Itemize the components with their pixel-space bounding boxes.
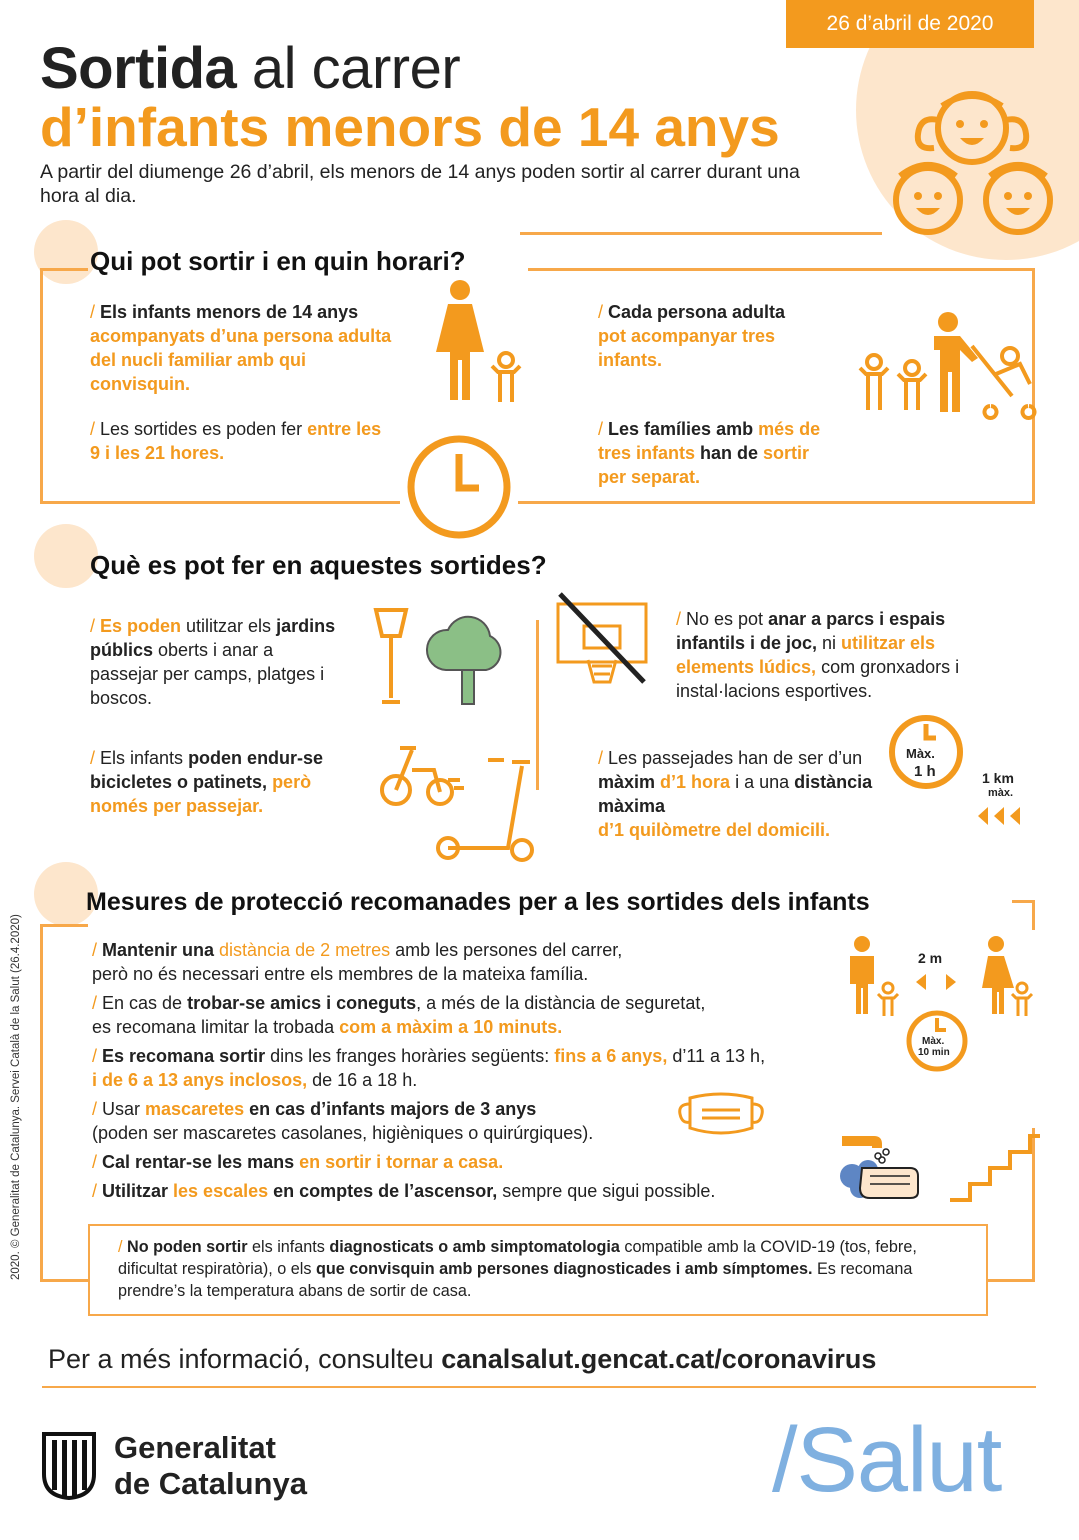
title-rest: al carrer	[236, 36, 461, 101]
s2-item-walks: / Les passejades han de ser d’un màxim d’1 hora i a una distància màxima d’1 quilòmetre del domicili.	[598, 748, 873, 840]
ten-minute-label-2: 10 min	[918, 1047, 950, 1058]
measure-friends: / En cas de trobar-se amics i coneguts, a més de la distància de seguretat, es recomana limitar la trobada com a màxim a 10 minuts.	[92, 993, 706, 1037]
ten-minute-label-1: Màx.	[922, 1036, 945, 1047]
section2-title: Què es pot fer en aquestes sortides?	[90, 550, 547, 580]
max-hour-label-1: Màx.	[906, 746, 935, 761]
bike-scooter-icon	[376, 740, 546, 870]
covid-warning-text: / No poden sortir els infants diagnosticats o amb simptomatologia compatible amb la COVID-19 (tos, febre, dificultat respiratòria), o els que convisquin amb persones diagnosticades i amb símptomes. Es recomana prendre’s la temperatura abans de sortir de casa.	[118, 1238, 917, 1300]
section3-bottom-left	[40, 1279, 88, 1282]
measure-time-slots: / Es recomana sortir dins les franges horàries següents: fins a 6 anys, d’11 a 13 h, i de 6 a 13 anys inclosos, de 16 a 18 h.	[92, 1046, 766, 1090]
section1-top-rule	[520, 232, 882, 235]
distance-label-1: 1 km	[982, 770, 1014, 786]
stairs-icon	[948, 1128, 1040, 1204]
section3-left-rule	[40, 924, 43, 1282]
more-info-rule	[42, 1386, 1036, 1388]
s2-item-parks: / No es pot anar a parcs i espais infantils i de joc, ni utilitzar els elements lúdics, com gronxadors i instal·lacions esportives.	[676, 609, 960, 701]
section1-title: Qui pot sortir i en quin horari?	[90, 246, 466, 276]
s2-item-gardens: / Es poden utilitzar els jardins públics oberts i anar a passejar per camps, platges i boscos.	[90, 616, 336, 708]
hand-washing-icon	[838, 1122, 922, 1202]
s1-item-hours: / Les sortides es poden fer entre les 9 i les 21 hores.	[90, 419, 382, 463]
section3-bottom-right	[986, 1279, 1035, 1282]
s1-item-children: / Els infants menors de 14 anys acompanyats d’una persona adulta del nucli familiar amb qui convisquin.	[90, 302, 392, 394]
mask-icon	[676, 1088, 766, 1138]
two-metre-distance-icon	[844, 936, 1040, 1018]
section3-right-rule	[1032, 900, 1035, 930]
generalitat-logo-icon	[40, 1430, 98, 1500]
measure-distance: / Mantenir una distància de 2 metres amb les persones del carrer, però no és necessari entre els membres de la mateixa família.	[92, 940, 623, 984]
s1-item-families: / Les famílies amb més de tres infants han de sortir per separat.	[598, 419, 821, 487]
s2-item-bikes: / Els infants poden endur-se bicicletes o patinets, però només per passejar.	[90, 748, 324, 816]
children-faces-icon	[880, 80, 1050, 250]
distance-arrows-icon	[976, 806, 1026, 826]
section3-title: Mesures de protecció recomanades per a les sortides dels infants	[86, 888, 870, 916]
date-badge: 26 d’abril de 2020	[786, 0, 1034, 48]
section3-left-top	[40, 924, 88, 927]
section1-bottom-right	[518, 501, 1035, 504]
section1-right-top	[528, 268, 1035, 271]
max-hour-label-2: 1 h	[914, 763, 936, 780]
measure-masks: / Usar mascaretes en cas d’infants majors de 3 anys (poden ser mascaretes casolanes, higièniques o quirúrgiques).	[92, 1099, 594, 1143]
measure-wash-hands: / Cal rentar-se les mans en sortir i tornar a casa.	[92, 1152, 504, 1172]
basketball-hoop-crossed-icon	[552, 590, 652, 690]
lamp-tree-icon	[368, 602, 508, 712]
page-title-line2: d’infants menors de 14 anys	[40, 96, 780, 158]
intro-text: A partir del diumenge 26 d’abril, els menors de 14 anys poden sortir al carrer durant una hora al dia.	[40, 161, 800, 207]
salut-logo: /Salut	[772, 1409, 1002, 1511]
page-title-line1	[40, 38, 460, 100]
more-info: Per a més informació, consulteu canalsalut.gencat.cat/coronavirus	[48, 1344, 877, 1374]
section1-bottom-left	[40, 501, 400, 504]
title-bold-word: Sortida	[40, 36, 237, 101]
two-metre-label: 2 m	[918, 950, 943, 966]
section1-left-top	[40, 268, 88, 271]
vertical-credit: 2020. © Generalitat de Catalunya. Servei Català de la Salut (26.4.2020)	[10, 914, 22, 1280]
more-info-link[interactable]: canalsalut.gencat.cat/coronavirus	[441, 1344, 877, 1374]
generalitat-name: Generalitat de Catalunya	[114, 1430, 307, 1501]
section2-bullet-circle	[34, 524, 98, 588]
distance-label-2: màx.	[988, 787, 1014, 799]
clock-icon	[404, 432, 514, 542]
section1-left-rule	[40, 268, 43, 504]
section1-bullet-circle	[34, 220, 98, 284]
family-stroller-icon	[856, 310, 1046, 420]
s1-item-adult: / Cada persona adulta pot acompanyar tres infants.	[598, 302, 786, 370]
adult-child-icon	[430, 280, 530, 410]
measure-stairs: / Utilitzar les escales en comptes de l’ascensor, sempre que sigui possible.	[92, 1181, 716, 1201]
